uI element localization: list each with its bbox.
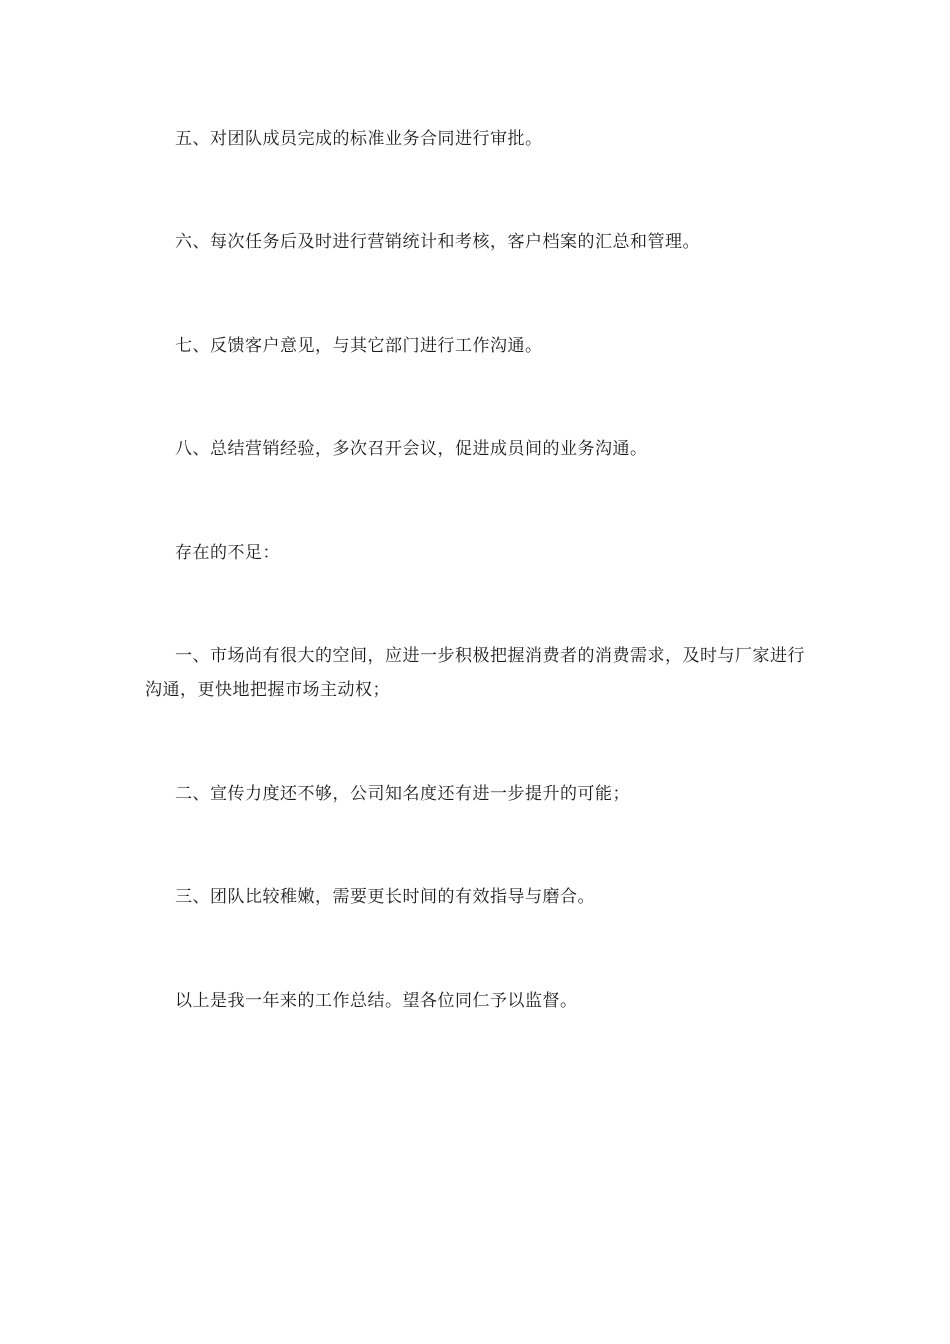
- shortcomings-heading: 存在的不足：: [175, 543, 280, 563]
- paragraph-item-6: 六、每次任务后及时进行营销统计和考核，客户档案的汇总和管理。: [175, 232, 700, 252]
- paragraph-item-5: 五、对团队成员完成的标准业务合同进行审批。: [175, 129, 543, 149]
- paragraph-item-7: 七、反馈客户意见，与其它部门进行工作沟通。: [175, 336, 543, 356]
- shortcoming-item-2: 二、宣传力度还不够，公司知名度还有进一步提升的可能；: [175, 784, 630, 804]
- closing-paragraph: 以上是我一年来的工作总结。望各位同仁予以监督。: [175, 991, 578, 1011]
- paragraph-item-8: 八、总结营销经验，多次召开会议，促进成员间的业务沟通。: [175, 439, 648, 459]
- shortcoming-item-1: 一、市场尚有很大的空间，应进一步积极把握消费者的消费需求，及时与厂家进行沟通，更快地把握市场主动权；: [145, 646, 805, 700]
- shortcoming-item-3: 三、团队比较稚嫩，需要更长时间的有效指导与磨合。: [175, 887, 595, 907]
